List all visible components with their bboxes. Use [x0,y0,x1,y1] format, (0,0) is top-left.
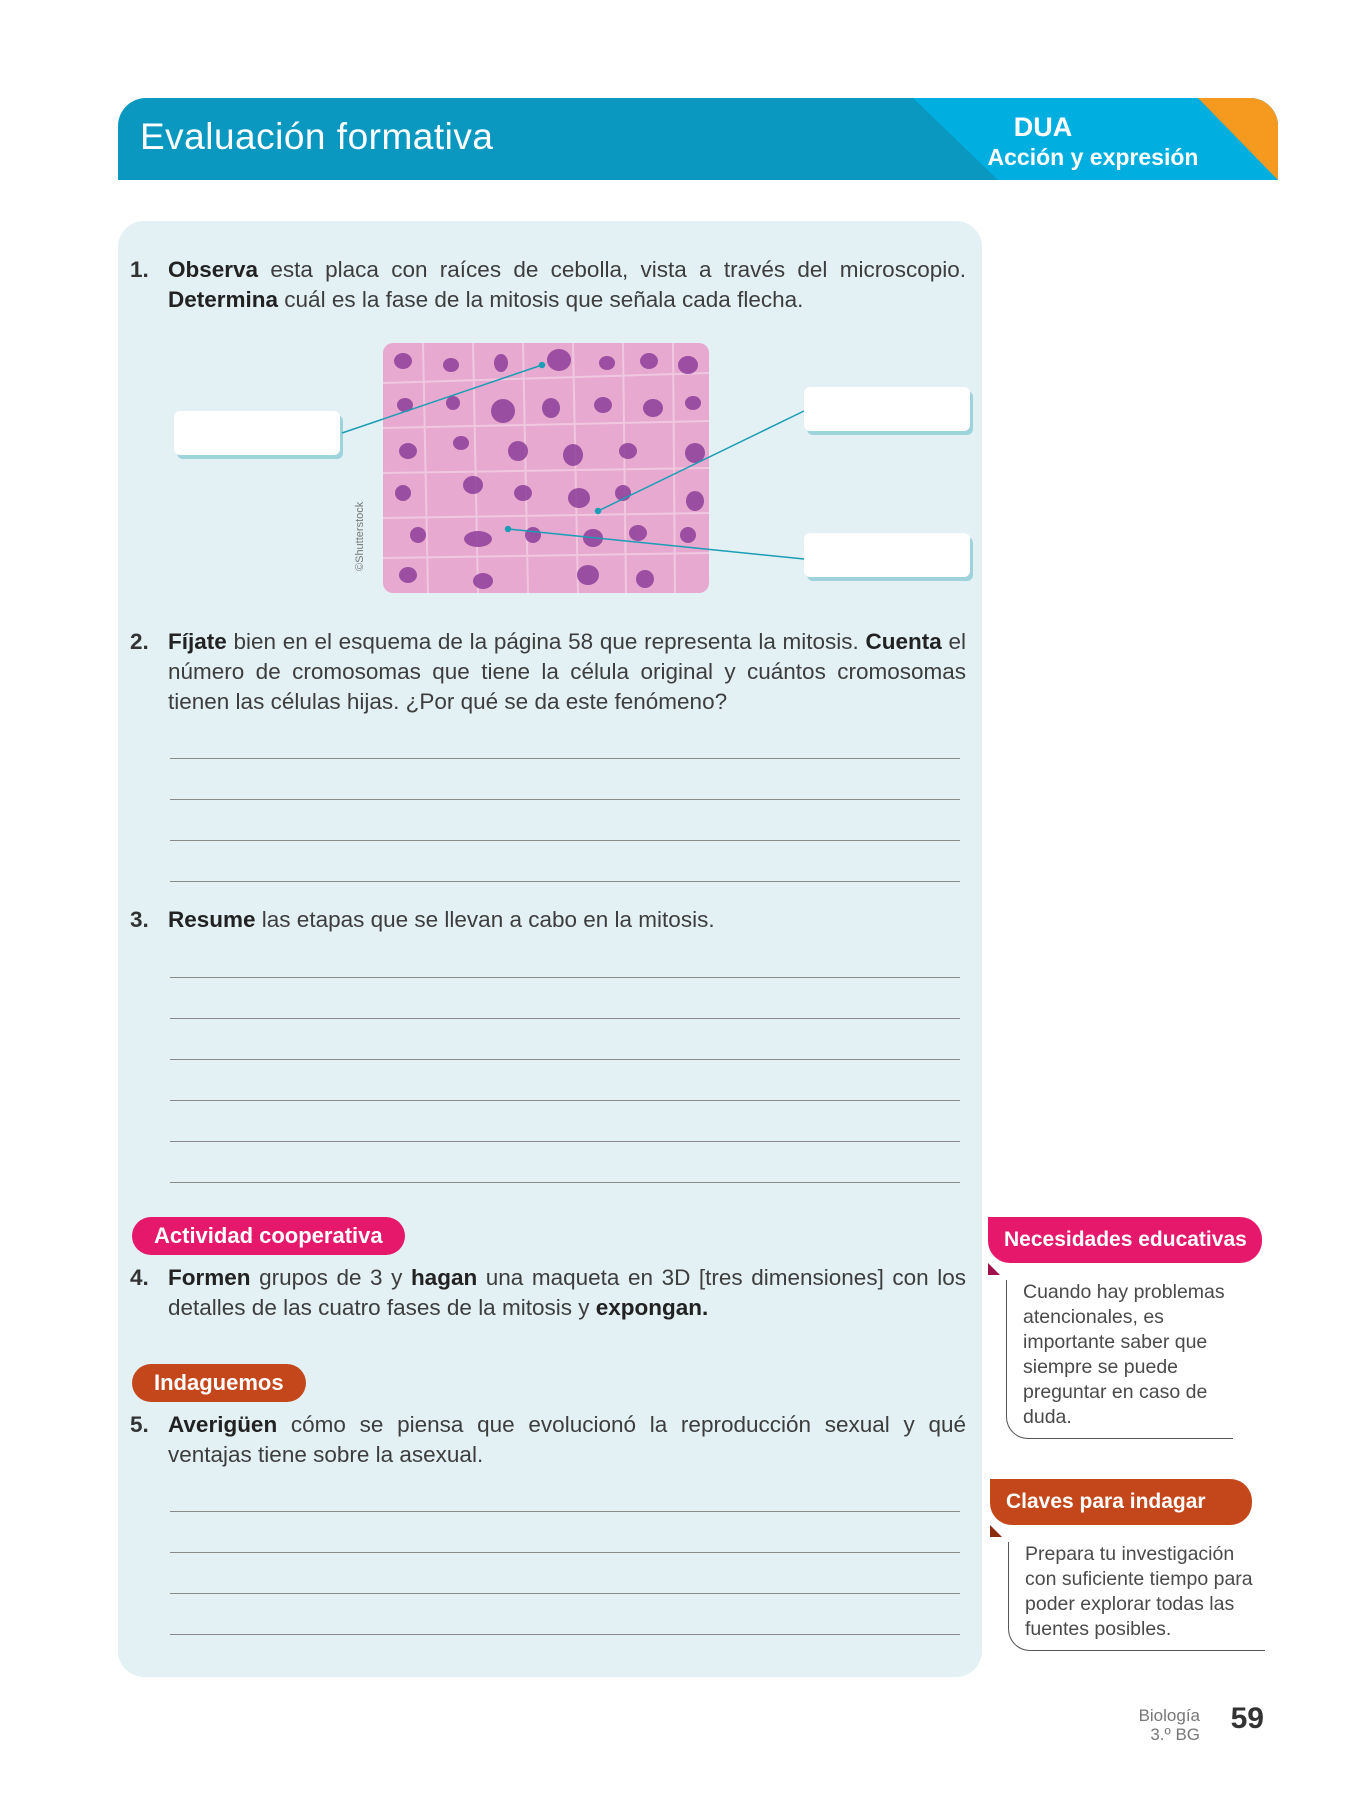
question-5 [130,1410,966,1470]
answer-line[interactable] [170,1141,960,1142]
question-number: 5. [130,1412,149,1437]
question-body: cómo se piensa que evolucionó la reproducción sexual y qué ventajas tiene sobre la asexual. [168,1412,966,1467]
question-verb: Determina [168,287,279,312]
question-body: esta placa con raíces de cebolla, vista a través del microscopio. [258,257,966,282]
question-body: el número de cromosomas que tiene la célula original y cuántos cromosomas tienen las células hijas. ¿Por qué se da este fenómeno? [168,629,966,714]
answer-line[interactable] [170,881,960,882]
question-text [168,627,966,717]
question-number: 2. [130,629,149,654]
question-verb: Resume [168,907,256,932]
page-title: Evaluación formativa [140,116,494,157]
question-verb: Formen [168,1265,251,1290]
answer-line[interactable] [170,1634,960,1635]
research-keys-title: Claves para indagar [990,1479,1252,1525]
answer-line[interactable] [170,840,960,841]
question-verb: Cuenta [865,629,942,654]
question-4 [130,1263,966,1323]
question-3 [130,905,966,935]
special-needs-title: Necesidades educativas [988,1217,1262,1263]
footer-subject [1139,1706,1200,1744]
answer-line[interactable] [170,799,960,800]
question-text [168,1263,966,1323]
question-text [168,905,966,935]
answer-line[interactable] [170,1059,960,1060]
question-verb: Averigüen [168,1412,278,1437]
question-text [168,1410,966,1470]
question-2 [130,627,966,717]
question-number: 3. [130,907,149,932]
answer-line[interactable] [170,1182,960,1183]
answer-line[interactable] [170,1593,960,1594]
research-keys-tab-tail [990,1525,1002,1537]
question-number: 1. [130,257,149,282]
answer-line[interactable] [170,1511,960,1512]
page-number: 59 [1230,1702,1264,1735]
dua-title: DUA [1013,112,1073,142]
question-body: grupos de 3 y [250,1265,411,1290]
grade-label: 3.º BG [1150,1725,1200,1744]
special-needs-text: Cuando hay problemas atencionales, es importante saber que siempre se puede preguntar en caso de duda. [1006,1280,1233,1439]
answer-line[interactable] [170,1100,960,1101]
answer-line[interactable] [170,1018,960,1019]
question-body: las etapas que se llevan a cabo en la mitosis. [255,907,715,932]
activity-panel [118,221,982,1677]
answer-line[interactable] [170,1552,960,1553]
question-verb: hagan [410,1265,478,1290]
cooperative-activity-label: Actividad cooperativa [132,1217,405,1255]
image-credit: ©Shutterstock [354,501,366,571]
question-body: una maqueta en 3D [tres dimensiones] con los detalles de las cuatro fases de la mitosis y [168,1265,966,1320]
subject-name: Biología [1138,1706,1200,1725]
question-verb: Observa [168,257,259,282]
question-body: bien en el esquema de la página 58 que representa la mitosis. [226,629,866,654]
dua-subtitle: Acción y expresión [987,144,1199,170]
research-keys-text: Prepara tu investigación con suficiente tiempo para poder explorar todas las fuentes posibles. [1008,1542,1265,1651]
question-body: cuál es la fase de la mitosis que señala cada flecha. [278,287,804,312]
special-needs-tab-tail [988,1263,1000,1275]
question-verb: Fíjate [168,629,227,654]
pointer-lines [118,221,982,641]
question-number: 4. [130,1265,149,1290]
answer-line[interactable] [170,977,960,978]
inquiry-label: Indaguemos [132,1364,306,1402]
question-verb: expongan. [595,1295,709,1320]
answer-line[interactable] [170,758,960,759]
header-banner [118,98,1278,180]
